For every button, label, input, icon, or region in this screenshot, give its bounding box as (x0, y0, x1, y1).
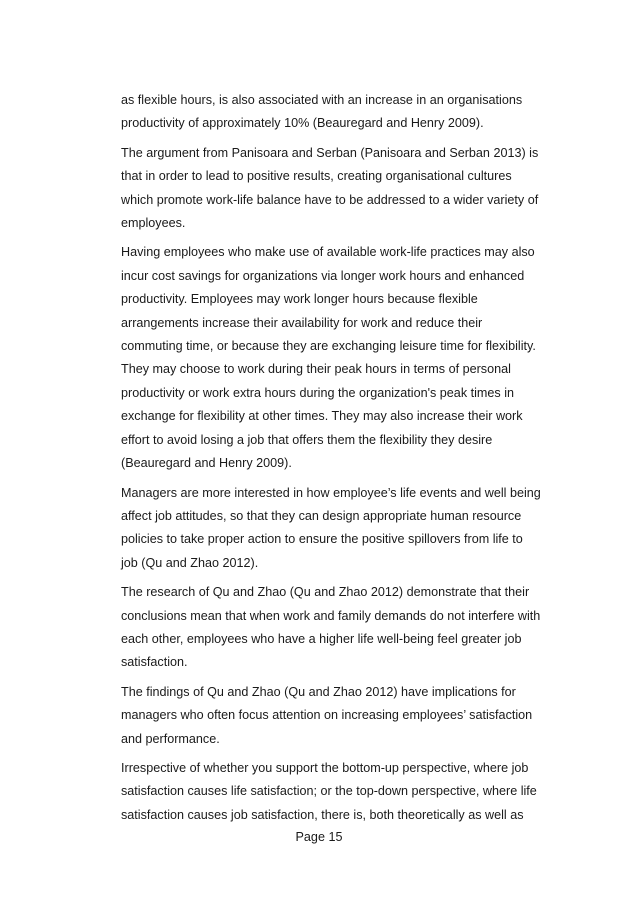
paragraph-2: The argument from Panisoara and Serban (Panisoara and Serban 2013) is that in order to lead to positive results, creating organisational cultures which promote work-life balance have to be addressed to a wider variety of employees. (121, 145, 539, 231)
paragraph-1: as flexible hours, is also associated with an increase in an organisations productivity of approximately 10% (Beauregard and Henry 2009). (121, 93, 523, 131)
body-text (121, 89, 541, 833)
page-number: Page 15 (295, 830, 343, 844)
paragraph-3: Having employees who make use of available work-life practices may also incur cost savings for organizations via longer work hours and enhanced productivity. Employees may work longer hours because flexible arrangements increase their availability for work and reduce their commuting time, or because they are exchanging leisure time for flexibility. They may choose to work during their peak hours in terms of personal productivity or work extra hours during the organization's peak times in exchange for flexibility at other times. They may also increase their work effort to avoid losing a job that offers them the flexibility they desire (Beauregard and Henry 2009). (121, 245, 536, 471)
paragraph-4: Managers are more interested in how employee’s life events and well being affect job attitudes, so that they can design appropriate human resource policies to take proper action to ensure the positive spillovers from life to job (Qu and Zhao 2012). (121, 485, 541, 570)
paragraph-7: Irrespective of whether you support the bottom-up perspective, where job satisfaction causes life satisfaction; or the top-down perspective, where life satisfaction causes job satisfaction, there is, both theoretically as well as (121, 760, 537, 822)
paragraph-6: The findings of Qu and Zhao (Qu and Zhao 2012) have implications for managers who often focus attention on increasing employees’ satisfaction and performance. (121, 684, 533, 746)
paragraph-5: The research of Qu and Zhao (Qu and Zhao 2012) demonstrate that their conclusions mean that when work and family demands do not interfere with each other, employees who have a higher life well-being feel greater job satisfaction. (121, 585, 541, 670)
